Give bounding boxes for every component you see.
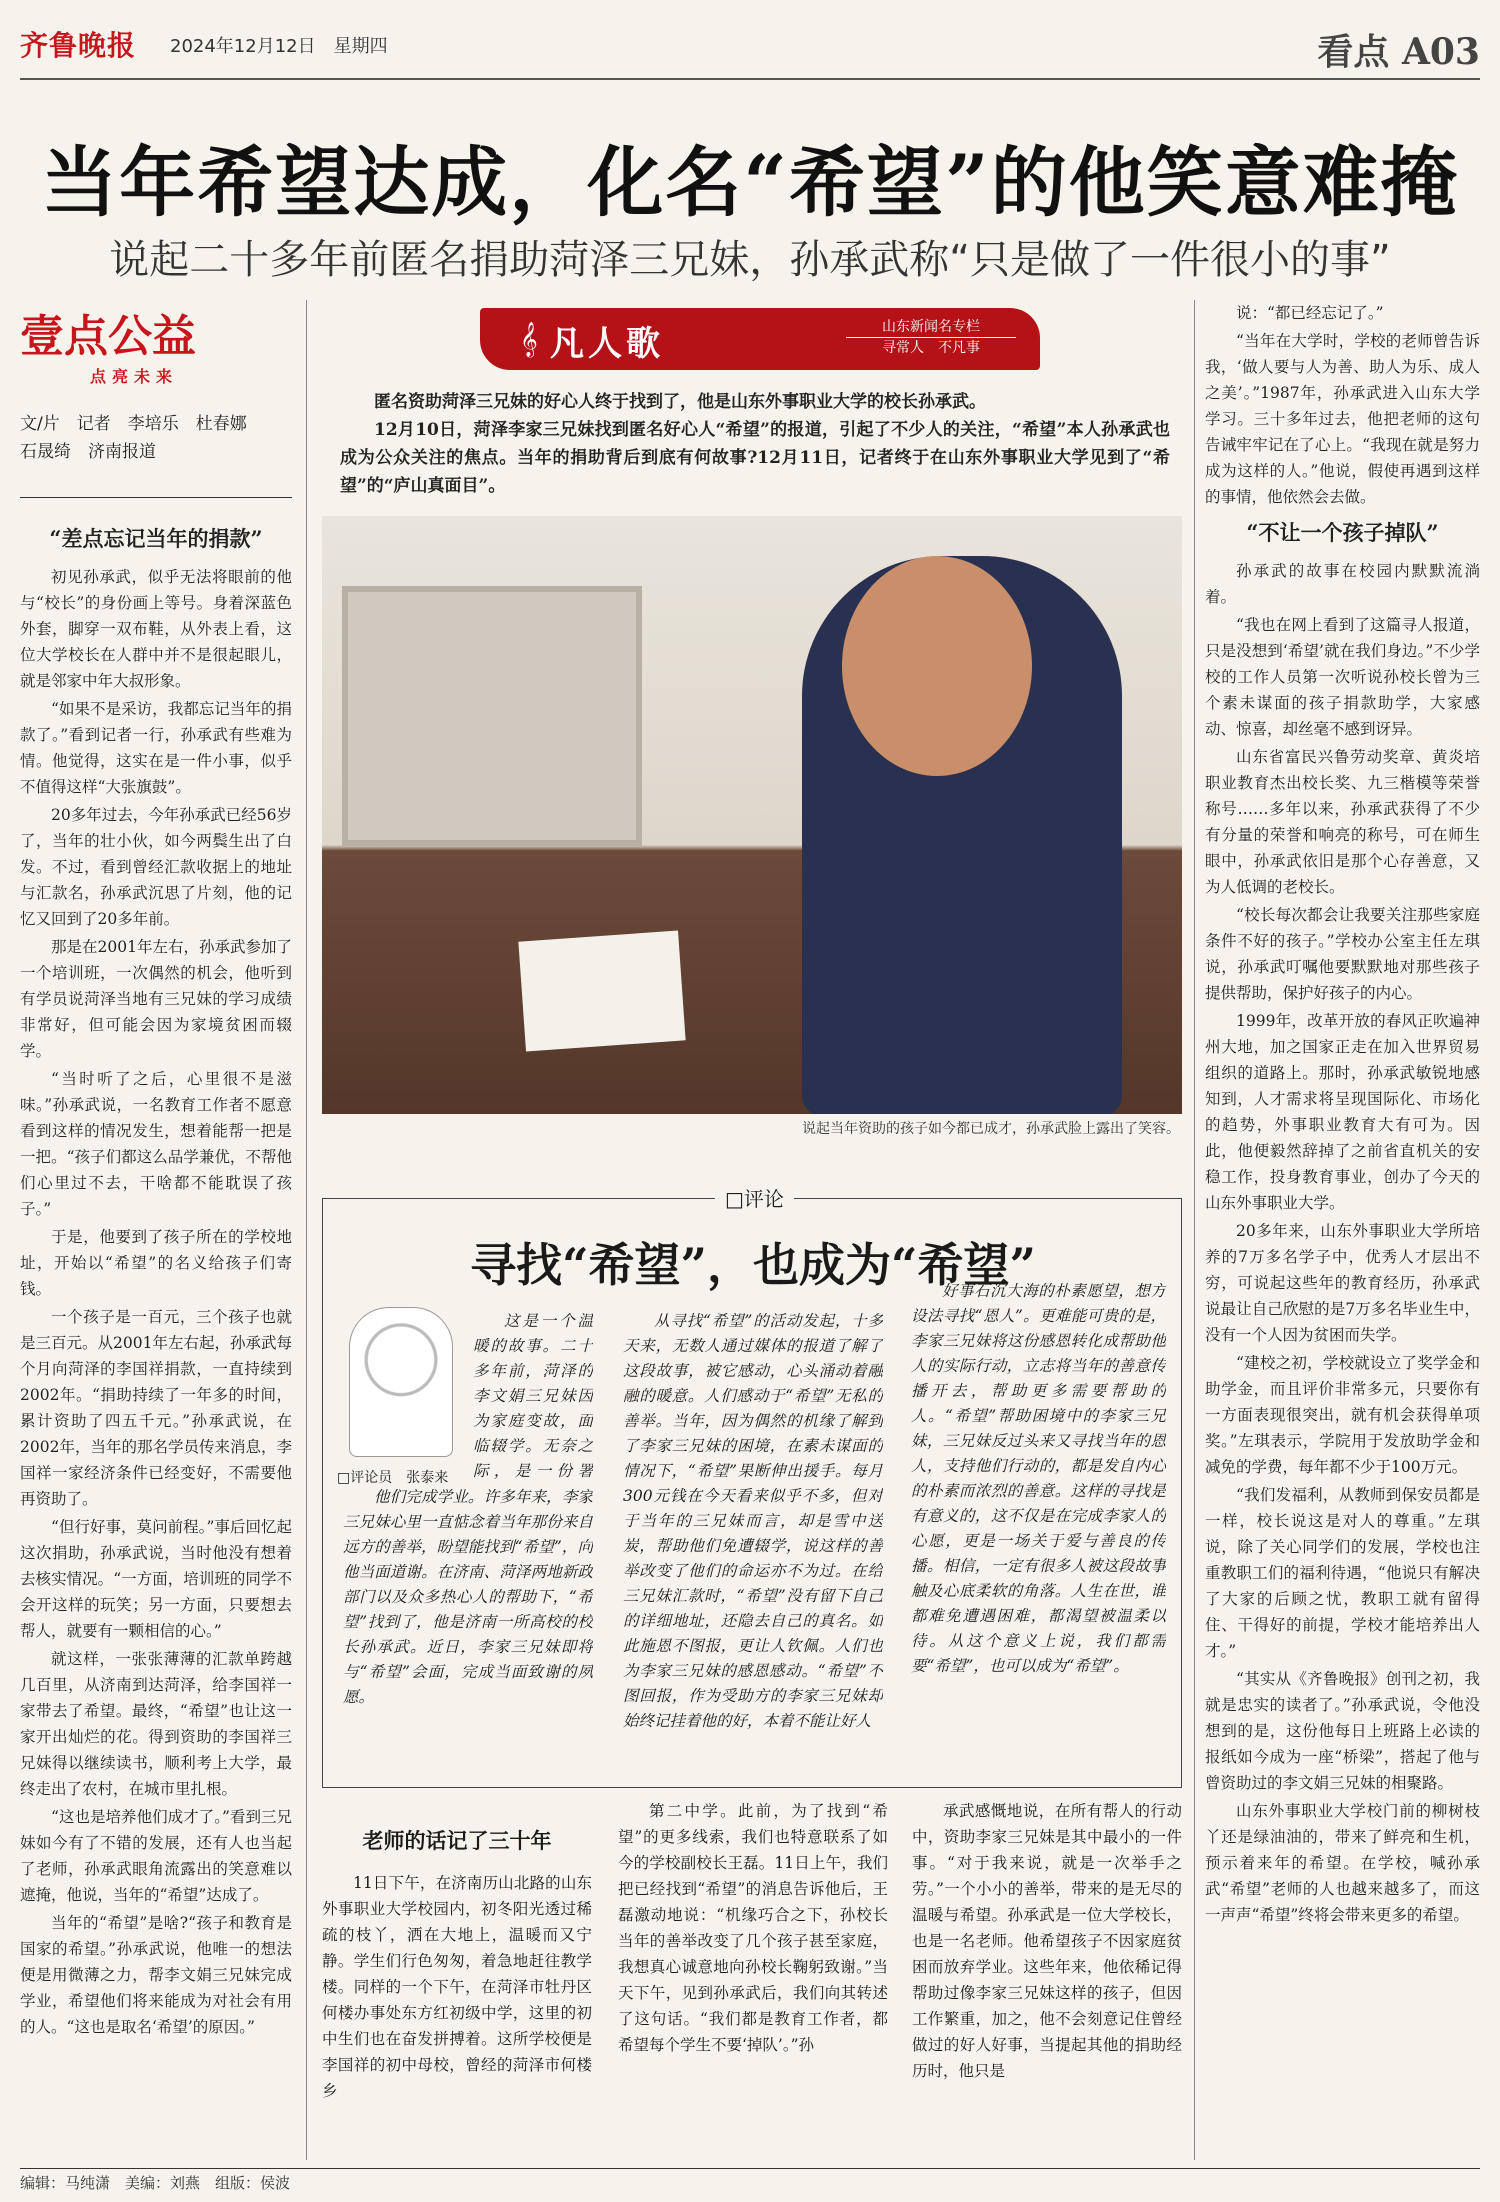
right-paragraph: 山东省富民兴鲁劳动奖章、黄炎培职业教育杰出校长奖、九三楷模等荣誉称号……多年以来，孙承武获得了不少有分量的荣誉和响亮的称号，可在师生眼中，孙承武依旧是那个心存善意，又为人低调的老校长。 xyxy=(1205,748,1480,896)
music-note-icon: 𝄞 xyxy=(520,322,538,357)
portrait-sketch-icon xyxy=(349,1307,453,1457)
section-heading-3: “不让一个孩子掉队” xyxy=(1246,520,1439,545)
masthead-rule xyxy=(20,78,1480,80)
banner-title: 凡人歌 xyxy=(550,324,664,364)
byline-line-1: 文/片 记者 李培乐 杜春娜 xyxy=(20,414,247,434)
photo-envelope xyxy=(518,931,685,1052)
commentary-column-1b xyxy=(343,1485,593,1775)
commentary-paragraph: 他们完成学业。许多年来，李家三兄妹心里一直惦念着当年那份来自远方的善举，盼望能找到“希望”，向他当面道谢。在济南、菏泽两地新政部门以及众多热心人的帮助下，“希望”找到了，他是济南一所高校的校长孙承武。近日，李家三兄妹即将与“希望”会面，完成当面致谢的夙愿。 xyxy=(343,1488,593,1706)
section-label: 看点 A03 xyxy=(1317,31,1480,73)
commentary-paragraph: 好事石沉大海的朴素愿望，想方设法寻找“恩人”。更难能可贵的是，李家三兄妹将这份感恩转化成帮助他人的实际行动，立志将当年的善意传播开去，帮助更多需要帮助的人。“希望”帮助困境中的李家三兄妹，三兄妹反过头来又寻找当年的恩人，支持他们行动的，都是发自内心的朴素而浓烈的善意。这样的寻找是有意义的，这不仅是在完成李家人的心愿，更是一场关于爱与善良的传播。相信，一定有很多人被这段故事触及心底柔软的角落。人生在世，谁都难免遭遇困难，都渴望被温柔以待。从这个意义上说，我们都需要“希望”，也可以成为“希望”。 xyxy=(911,1282,1166,1675)
photo-person-head xyxy=(842,556,1032,776)
bottom-paragraph: 第二中学。此前，为了找到“希望”的更多线索，我们也特意联系了如今的学校副校长王磊。11日上午，我们把已经找到“希望”的消息告诉他后，王磊激动地说：“机缘巧合之下，孙校长当年的善举改变了几个孩子甚至家庭，我想真心诚意地向孙校长鞠躬致谢。”当天下午，见到孙承武后，我们向其转述了这句话。“我们都是教育工作者，都希望每个学生不要‘掉队’。”孙 xyxy=(618,1802,888,2054)
section-heading-1: “差点忘记当年的捐款” xyxy=(49,526,263,551)
lead-paragraph-1: 匿名资助菏泽三兄妹的好心人终于找到了，他是山东外事职业大学的校长孙承武。 xyxy=(374,392,986,412)
commentary-tag: □评论 xyxy=(715,1183,794,1212)
left-paragraph: “当时听了之后，心里很不是滋味。”孙承武说，一名教育工作者不愿意看到这样的情况发生，想着能帮一把是一把。“孩子们都这么品学兼优，不帮他们心里过不去，干啥都不能耽误了孩子。” xyxy=(20,1070,292,1218)
photo-wall-art xyxy=(342,586,642,846)
headline: 当年希望达成，化名“希望”的他笑意难掩 xyxy=(41,138,1459,227)
commentary-title: 寻找“希望”，也成为“希望” xyxy=(470,1238,1036,1292)
right-paragraph: 20多年来，山东外事职业大学所培养的7万多名学子中，优秀人才层出不穷，可说起这些年的教育经历，孙承武说最让自己欣慰的是7万多名毕业生中，没有一个人因为贫困而失学。 xyxy=(1205,1222,1480,1344)
commentary-author: □评论员 张泰来 xyxy=(337,1470,449,1486)
column-divider xyxy=(1194,300,1195,2160)
newspaper-logo: 齐鲁晚报 xyxy=(20,29,137,62)
right-paragraph: “当年在大学时，学校的老师曾告诉我，‘做人要与人为善、助人为乐、成人之美’。”1987年，孙承武进入山东大学学习。三十多年过去，他把老师的这句告诫牢牢记在了心上。“我现在就是努力成为这样的人。”他说，假使再遇到这样的事情，他依然会去做。 xyxy=(1205,332,1480,506)
right-paragraph: “校长每次都会让我要关注那些家庭条件不好的孩子。”学校办公室主任左琪说，孙承武叮嘱他要默默地对那些孩子提供帮助，保护好孩子的内心。 xyxy=(1205,906,1480,1002)
author-portrait xyxy=(349,1307,453,1457)
commentary-paragraph: 从寻找“希望”的活动发起，十多天来，无数人通过媒体的报道了解了这段故事，被它感动，心头涌动着融融的暖意。人们感动于“希望”无私的善举。当年，因为偶然的机缘了解到了李家三兄妹的困境，在素未谋面的情况下，“希望”果断伸出援手。每月300元钱在今天看来似乎不多，但对于当年的三兄妹而言，却是雪中送炭，帮助他们免遭辍学，说这样的善举改变了他们的命运亦不为过。在给三兄妹汇款时，“希望”没有留下自己的详细地址，还隐去自己的真名。如此施恩不图报，更让人钦佩。人们也为李家三兄妹的感恩感动。“希望”不图回报，作为受助方的李家三兄妹却始终记挂着他的好，本着不能让好人 xyxy=(623,1312,883,1730)
left-paragraph: 那是在2001年左右，孙承武参加了一个培训班，一次偶然的机会，他听到有学员说菏泽当地有三兄妹的学习成绩非常好，但可能会因为家境贫困而辍学。 xyxy=(20,938,292,1060)
commentary-column-3 xyxy=(911,1279,1166,1779)
right-paragraph: 说：“都已经忘记了。” xyxy=(1236,304,1384,322)
commentary-tag-label: 评论 xyxy=(743,1187,784,1211)
footer-credits: 编辑：马纯潇 美编：刘燕 组版：侯波 xyxy=(20,2174,291,2192)
commentary-paragraph: 这是一个温暖的故事。二十多年前，菏泽的李文娟三兄妹因为家庭变故，面临辍学。无奈之际，是一份署 xyxy=(473,1312,593,1479)
right-paragraph: 山东外事职业大学校门前的柳树枝丫还是绿油油的，带来了鲜亮和生机，预示着来年的希望。在学校，喊孙承武“希望”老师的人也越来越多了，而这一声声“希望”终将会带来更多的希望。 xyxy=(1205,1802,1480,1924)
byline-rule xyxy=(20,497,292,498)
left-paragraph: 于是，他要到了孩子所在的学校地址，开始以“希望”的名义给孩子们寄钱。 xyxy=(20,1228,292,1298)
left-paragraph: 一个孩子是一百元，三个孩子也就是三百元。从2001年左右起，孙承武每个月向菏泽的李国祥捐款，一直持续到2002年。“捐助持续了一年多的时间，累计资助了四五千元。”孙承武说，在2002年，当年的那名学员传来消息，李国祥一家经济条件已经变好，不需要他再资助了。 xyxy=(20,1308,292,1508)
left-paragraph: 初见孙承武，似乎无法将眼前的他与“校长”的身份画上等号。身着深蓝色外套，脚穿一双布鞋，从外表上看，这位大学校长在人群中并不是很起眼儿，就是邻家中年大叔形象。 xyxy=(20,568,292,690)
lead-paragraph-2: 12月10日，菏泽李家三兄妹找到匿名好心人“希望”的报道，引起了不少人的关注，“希望”本人孙承武也成为公众关注的焦点。当年的捐助背后到底有何故事?12月11日，记者终于在山东外事职业大学见到了“希望”的“庐山真面目”。 xyxy=(340,420,1170,496)
commentary-box xyxy=(322,1187,1182,1788)
column-divider xyxy=(306,300,307,2160)
bottom-column-3 xyxy=(912,1798,1182,2158)
right-column xyxy=(1205,300,1480,2160)
section-heading-2: 老师的话记了三十年 xyxy=(362,1828,552,1853)
left-paragraph: 当年的“希望”是啥?“孩子和教育是国家的希望。”孙承武说，他唯一的想法便是用微薄之力，帮李文娟三兄妹完成学业，希望他们将来能成为对社会有用的人。“这也是取名‘希望’的原因。” xyxy=(20,1914,292,2036)
banner-tag-2: 寻常人 不凡事 xyxy=(846,337,1016,358)
right-paragraph: “建校之初，学校就设立了奖学金和助学金，而且评价非常多元，只要你有一方面表现很突出，就有机会获得单项奖。”左琪表示，学院用于发放助学金和减免的学费，每年都不少于100万元。 xyxy=(1205,1354,1480,1476)
byline-line-2: 石晟绮 济南报道 xyxy=(20,442,156,462)
column-banner xyxy=(480,308,1040,370)
article-photo xyxy=(322,516,1182,1114)
right-paragraph: 孙承武的故事在校园内默默流淌着。 xyxy=(1205,562,1480,606)
right-paragraph: “其实从《齐鲁晚报》创刊之初，我就是忠实的读者了。”孙承武说，令他没想到的是，这份他每日上班路上必读的报纸如今成为一座“桥梁”，搭起了他与曾资助过的李文娟三兄妹的相聚路。 xyxy=(1205,1670,1480,1792)
left-paragraph: 就这样，一张张薄薄的汇款单跨越几百里，从济南到达菏泽，给李国祥一家带去了希望。最终，“希望”也让这一家开出灿烂的花。得到资助的李国祥三兄妹得以继续读书，顺利考上大学，最终走出了农村，在城市里扎根。 xyxy=(20,1650,292,1798)
brand-title: 壹点公益 xyxy=(20,311,196,362)
left-column xyxy=(20,516,292,2156)
bottom-column-2 xyxy=(618,1798,888,2158)
masthead xyxy=(20,24,1480,72)
left-paragraph: “如果不是采访，我都忘记当年的捐款了。”看到记者一行，孙承武有些难为情。他觉得，这实在是一件小事，似乎不值得这样“大张旗鼓”。 xyxy=(20,700,292,796)
left-paragraph: “但行好事，莫问前程。”事后回忆起这次捐助，孙承武说，当时他没有想着去核实情况。“一方面，培训班的同学不会开这样的玩笑；另一方面，只要想去帮人，就要有一颗相信的心。” xyxy=(20,1518,292,1640)
byline xyxy=(20,410,292,466)
commentary-column-2 xyxy=(623,1309,883,1779)
banner-tag-1: 山东新闻名专栏 xyxy=(882,319,980,335)
bottom-column-1 xyxy=(322,1798,592,2158)
photo-caption: 说起当年资助的孩子如今都已成才，孙承武脸上露出了笑容。 xyxy=(802,1121,1180,1137)
right-paragraph: 1999年，改革开放的春风正吹遍神州大地，加之国家正走在加入世界贸易组织的道路上。那时，孙承武敏锐地感知到，人才需求将呈现国际化、市场化的趋势，外事职业教育大有可为。因此，他便毅然辞掉了之前省直机关的安稳工作，投身教育事业，创办了今天的山东外事职业大学。 xyxy=(1205,1012,1480,1212)
bottom-paragraph: 承武感慨地说，在所有帮人的行动中，资助李家三兄妹是其中最小的一件事。“对于我来说，就是一次举手之劳。”一个小小的善举，带来的是无尽的温暖与希望。孙承武是一位大学校长，也是一名老师。他希望孩子不因家庭贫困而放弃学业。这些年来，他依稀记得帮助过像李家三兄妹这样的孩子，但因工作繁重，加之，他不会刻意记住曾经做过的好人好事，当提起其他的捐助经历时，他只是 xyxy=(912,1802,1182,2080)
left-paragraph: 20多年过去，今年孙承武已经56岁了，当年的壮小伙，如今两鬓生出了白发。不过，看到曾经汇款收据上的地址与汇款名，孙承武沉思了片刻，他的记忆又回到了20多年前。 xyxy=(20,806,292,928)
issue-date: 2024年12月12日 星期四 xyxy=(170,36,388,57)
article-lead xyxy=(340,388,1170,500)
banner-tags xyxy=(846,317,1016,358)
footer-rule xyxy=(20,2168,1480,2169)
subheadline: 说起二十多年前匿名捐助菏泽三兄妹，孙承武称“只是做了一件很小的事” xyxy=(109,237,1391,283)
brand-slogan: 点亮未来 xyxy=(90,367,179,386)
bottom-paragraph: 11日下午，在济南历山北路的山东外事职业大学校园内，初冬阳光透过稀疏的枝丫，洒在大地上，温暖而又宁静。学生们行色匆匆，着急地赶往教学楼。同样的一个下午，在菏泽市牡丹区何楼办事处东方红初级中学，这里的初中生们也在奋发拼搏着。这所学校便是李国祥的初中母校，曾经的菏泽市何楼乡 xyxy=(322,1874,592,2100)
column-brand xyxy=(20,300,292,390)
right-paragraph: “我也在网上看到了这篇寻人报道，只是没想到‘希望’就在我们身边。”不少学校的工作人员第一次听说孙校长曾为三个素未谋面的孩子捐款助学，大家感动、惊喜，却丝毫不感到讶异。 xyxy=(1205,616,1480,738)
left-paragraph: “这也是培养他们成才了。”看到三兄妹如今有了不错的发展，还有人也当起了老师，孙承武眼角流露出的笑意难以遮掩，他说，当年的“希望”达成了。 xyxy=(20,1808,292,1904)
commentary-column-1 xyxy=(473,1309,593,1479)
right-paragraph: “我们发福利，从教师到保安员都是一样，校长说这是对人的尊重。”左琪说，除了关心同学们的发展，学校也注重教职工们的福利待遇，“他说只有解决了大家的后顾之忧，教职工就有留得住、干得好的前提，学校才能培养出人才。” xyxy=(1205,1486,1480,1660)
